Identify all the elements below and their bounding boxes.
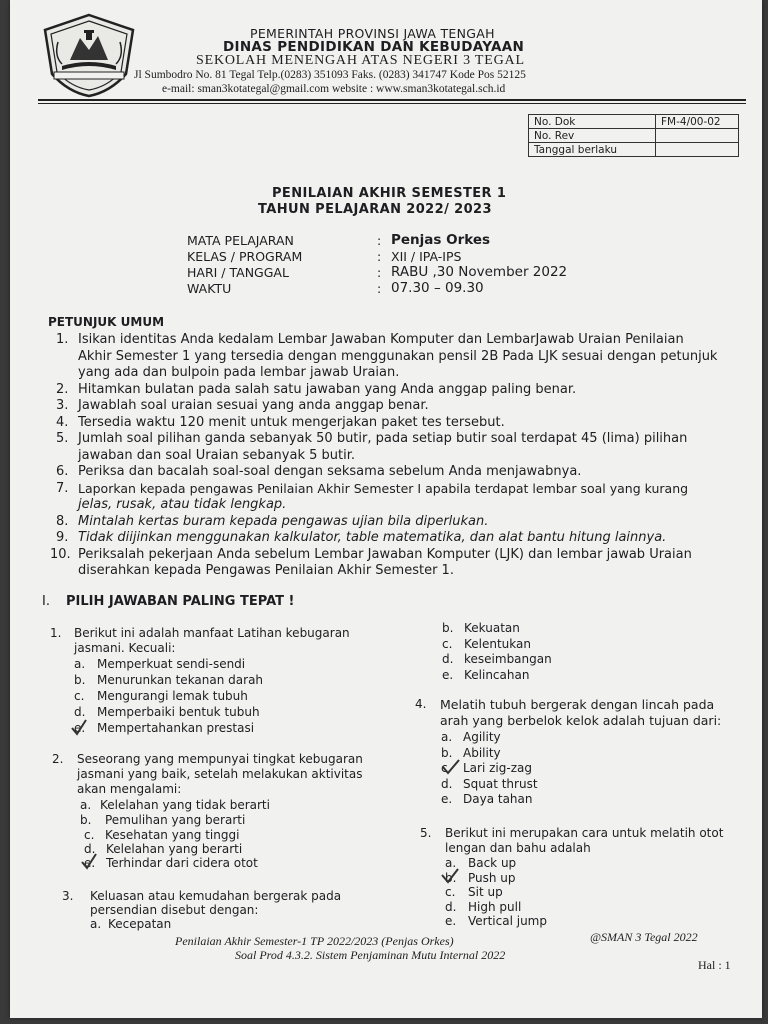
info-row: MATA PELAJARAN : Penjas Orkes	[187, 232, 567, 248]
no-dok-label: No. Dok	[529, 115, 656, 129]
instruction-number: 5.	[56, 431, 69, 446]
option-text: Kecepatan	[108, 917, 172, 931]
instruction-number: 2.	[56, 381, 69, 397]
question-text: arah yang berbelok kelok adalah tujuan dari:	[440, 713, 722, 728]
question-text: persendian disebut dengan:	[90, 903, 259, 917]
question-text: Seseorang yang mempunyai tingkat kebugaran	[77, 752, 363, 766]
option-text: Kesehatan yang tinggi	[105, 828, 240, 842]
instruction-text: Tersedia waktu 120 menit untuk mengerjakan paket tes tersebut.	[78, 414, 505, 430]
tanggal-berlaku-label: Tanggal berlaku	[529, 143, 656, 157]
instructions-heading: PETUNJUK UMUM	[48, 315, 165, 329]
instruction-text: Periksa dan bacalah soal-soal dengan seksama sebelum Anda menjawabnya.	[78, 464, 582, 479]
option-letter: b.	[441, 745, 453, 760]
header-address: Jl Sumbodro No. 81 Tegal Telp.(0283) 351093 Faks. (0283) 341747 Kode Pos 52125	[134, 69, 526, 81]
instruction-text: Mintalah kertas buram kepada pengawas ujian bila diperlukan.	[78, 513, 489, 529]
option-text: Lari zig-zag	[463, 761, 532, 775]
no-rev-value	[656, 129, 739, 143]
instruction-number: 9.	[56, 530, 69, 545]
instruction-text: Jawablah soal uraian sesuai yang anda anggap benar.	[78, 398, 429, 413]
option-text: Memperkuat sendi-sendi	[97, 657, 246, 671]
footer-quality-system: Soal Prod 4.3.2. Sistem Penjaminan Mutu Internal 2022	[235, 948, 506, 962]
info-row: KELAS / PROGRAM : XII / IPA-IPS	[187, 248, 567, 264]
option-letter: c.	[441, 761, 452, 775]
option-letter: c.	[445, 885, 456, 899]
question-number: 4.	[415, 697, 427, 711]
option-text: Kelelahan yang berarti	[106, 842, 243, 856]
header-divider	[38, 99, 746, 104]
academic-year: TAHUN PELAJARAN 2022/ 2023	[258, 202, 492, 217]
instruction-number: 7.	[56, 480, 69, 496]
question-text: Berikut ini adalah manfaat Latihan kebugaran	[74, 626, 350, 640]
instruction-number: 6.	[56, 464, 69, 479]
option-letter: d.	[84, 842, 96, 856]
instruction-number: 1.	[56, 332, 69, 347]
option-letter: b.	[442, 621, 454, 635]
section-number: I.	[42, 594, 50, 609]
option-text: Sit up	[468, 885, 503, 899]
instruction-text: yang ada dan bulpoin pada lembar jawab Uraian.	[78, 365, 400, 380]
option-letter: a.	[441, 730, 453, 744]
question-text: Melatih tubuh bergerak dengan lincah pada	[440, 697, 715, 712]
header-school-name: SEKOLAH MENENGAH ATAS NEGERI 3 TEGAL	[196, 53, 525, 68]
option-text: Squat thrust	[463, 776, 538, 791]
header-contact: e-mail: sman3kotategal@gmail.com website : www.sman3kotategal.sch.id	[162, 83, 506, 95]
instruction-text: Periksalah pekerjaan Anda sebelum Lembar Jawaban Komputer (LJK) dan lembar jawab Uraian	[78, 546, 692, 562]
option-text: Terhindar dari cidera otot	[106, 856, 258, 870]
option-letter: b.	[445, 870, 457, 885]
pen-check-mark-icon	[441, 758, 461, 776]
question-number: 2.	[52, 752, 64, 766]
option-letter: a.	[90, 917, 102, 931]
option-text: High pull	[468, 899, 522, 914]
question-number: 3.	[62, 889, 74, 903]
instruction-number: 8.	[56, 513, 69, 529]
central-java-emblem-icon	[40, 12, 138, 98]
option-text: Kekuatan	[464, 621, 520, 635]
instruction-number: 4.	[56, 414, 69, 430]
instruction-number: 3.	[56, 398, 69, 413]
question-text: Keluasan atau kemudahan bergerak pada	[90, 889, 342, 903]
option-text: Kelelahan yang tidak berarti	[100, 798, 270, 812]
info-value: RABU ,30 November 2022	[391, 264, 568, 280]
info-value: Penjas Orkes	[391, 232, 491, 248]
question-number: 1.	[50, 626, 62, 640]
tanggal-berlaku-value	[656, 143, 739, 157]
question-number: 5.	[420, 826, 432, 840]
option-text: Mempertahankan prestasi	[97, 721, 255, 735]
option-letter: c.	[74, 689, 85, 703]
info-label: KELAS / PROGRAM	[187, 248, 303, 264]
pen-check-mark-icon	[440, 867, 460, 885]
document-control-table	[528, 114, 739, 157]
instruction-text: jelas, rusak, atau tidak lengkap.	[78, 497, 287, 512]
footer-exam-info: Penilaian Akhir Semester-1 TP 2022/2023 (Penjas Orkes)	[175, 934, 454, 948]
option-text: Ability	[463, 745, 501, 760]
instruction-text: Isikan identitas Anda kedalam Lembar Jawaban Komputer dan LembarJawab Uraian Penilaian	[78, 332, 684, 347]
option-letter: b.	[74, 673, 86, 687]
option-letter: e.	[441, 792, 453, 806]
info-label: MATA PELAJARAN	[187, 232, 294, 248]
question-text: lengan dan bahu adalah	[445, 841, 591, 855]
pen-check-mark-icon	[80, 853, 98, 871]
option-text: Memperbaiki bentuk tubuh	[97, 705, 260, 719]
info-label: HARI / TANGGAL	[187, 264, 289, 280]
page-number: Hal : 1	[698, 958, 731, 972]
option-letter: e.	[74, 721, 86, 735]
instruction-text: diserahkan kepada Pengawas Penilaian Akhir Semester 1.	[78, 563, 454, 578]
no-rev-label: No. Rev	[529, 129, 656, 143]
option-text: Mengurangi lemak tubuh	[97, 689, 248, 703]
footer-copyright: @SMAN 3 Tegal 2022	[590, 930, 698, 944]
option-text: Push up	[468, 870, 516, 885]
instruction-text: jawaban dan soal Uraian sebanyak 5 butir.	[78, 447, 356, 463]
info-value: 07.30 – 09.30	[391, 280, 484, 296]
option-letter: a.	[74, 657, 86, 671]
exam-title: PENILAIAN AKHIR SEMESTER 1	[272, 186, 507, 201]
option-text: Kelincahan	[464, 667, 530, 682]
instruction-text: Tidak diijinkan menggunakan kalkulator, table matematika, dan alat bantu hitung lainnya.	[78, 530, 667, 545]
question-text: jasmani. Kecuali:	[74, 641, 176, 655]
exam-paper	[10, 0, 762, 1018]
question-text: Berikut ini merupakan cara untuk melatih otot	[445, 826, 724, 840]
option-text: Pemulihan yang berarti	[105, 813, 246, 827]
option-letter: a.	[80, 798, 92, 812]
option-text: Back up	[468, 856, 517, 870]
question-text: akan mengalami:	[77, 782, 182, 796]
option-letter: e.	[442, 667, 454, 682]
option-text: Menurunkan tekanan darah	[97, 673, 264, 687]
instruction-text: Akhir Semester 1 yang tersedia dengan menggunakan pensil 2B Pada LJK sesuai dengan petunjuk	[78, 348, 718, 364]
instruction-text: Jumlah soal pilihan ganda sebanyak 50 butir, pada setiap butir soal terdapat 45 (lima) pilihan	[78, 431, 688, 446]
option-letter: d.	[74, 705, 86, 719]
no-dok-value: FM-4/00-02	[656, 115, 739, 129]
header-government: PEMERINTAH PROVINSI JAWA TENGAH	[250, 26, 495, 41]
header-department: DINAS PENDIDIKAN DAN KEBUDAYAAN	[223, 39, 525, 55]
instruction-text: Laporkan kepada pengawas Penilaian Akhir Semester I apabila terdapat lembar soal yang kurang	[78, 480, 689, 496]
option-text: Daya tahan	[463, 792, 533, 806]
info-row: WAKTU : 07.30 – 09.30	[187, 280, 567, 296]
pen-check-mark-icon	[70, 719, 88, 737]
option-text: keseimbangan	[464, 652, 552, 666]
option-text: Kelentukan	[464, 636, 531, 651]
instruction-number: 10.	[50, 546, 71, 562]
exam-info	[187, 232, 567, 296]
option-letter: e.	[445, 914, 457, 928]
info-value: XII / IPA-IPS	[391, 248, 462, 264]
option-letter: d.	[445, 899, 457, 914]
instruction-text: Hitamkan bulatan pada salah satu jawaban yang Anda anggap paling benar.	[78, 381, 577, 397]
option-letter: d.	[442, 652, 454, 666]
option-letter: e.	[84, 856, 96, 870]
option-letter: c.	[84, 828, 95, 842]
info-row: HARI / TANGGAL : RABU ,30 November 2022	[187, 264, 568, 280]
section-title: PILIH JAWABAN PALING TEPAT !	[66, 594, 295, 609]
option-letter: b.	[80, 813, 92, 827]
option-letter: d.	[441, 776, 453, 791]
option-letter: a.	[445, 856, 457, 870]
option-text: Vertical jump	[468, 914, 547, 928]
option-letter: c.	[442, 636, 453, 651]
question-text: jasmani yang baik, setelah melakukan aktivitas	[77, 767, 363, 781]
info-label: WAKTU	[187, 280, 232, 296]
option-text: Agility	[463, 730, 501, 744]
